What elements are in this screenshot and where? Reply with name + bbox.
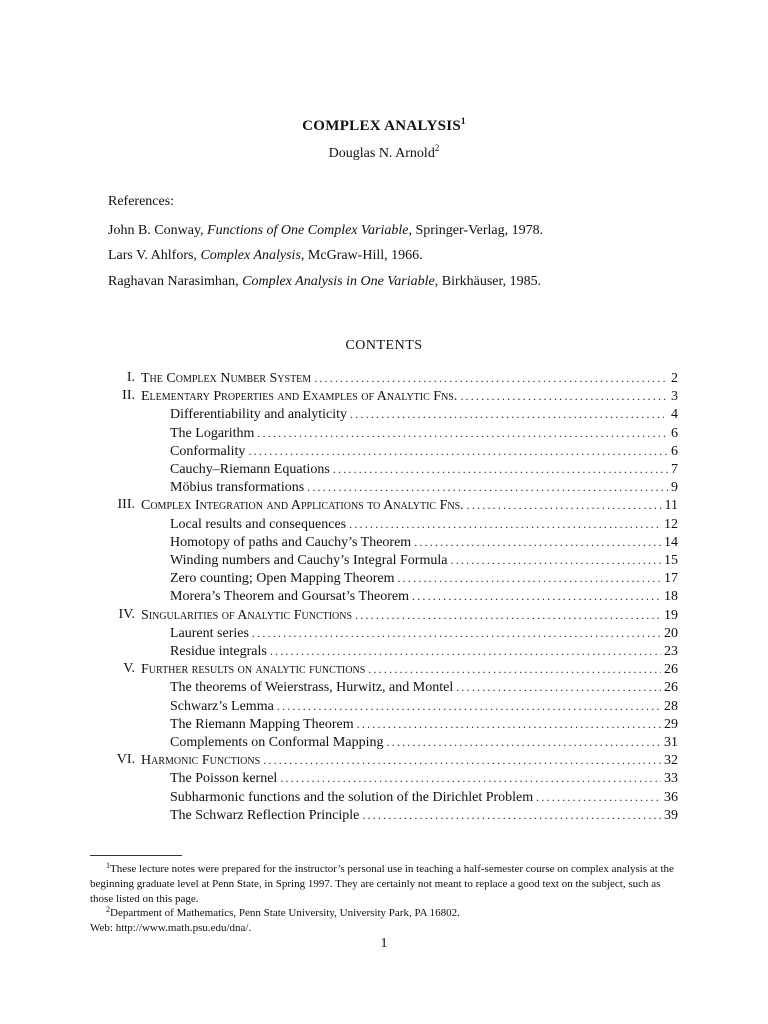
toc-entry-label: Homotopy of paths and Cauchy’s Theorem — [170, 535, 412, 550]
toc-entry-label: Laurent series — [170, 626, 249, 641]
dot-leader — [412, 587, 661, 605]
toc-entry-label: The Poisson kernel — [170, 771, 278, 786]
toc-section-entry — [170, 697, 678, 715]
toc-page-number: 20 — [664, 626, 678, 641]
page-number: 1 — [380, 936, 388, 951]
dot-leader — [460, 387, 668, 405]
dot-leader — [397, 569, 661, 587]
toc-section-entry — [170, 569, 678, 587]
toc-page-number: 28 — [664, 699, 678, 714]
toc-section-entry — [170, 642, 678, 660]
dot-leader — [270, 642, 661, 660]
toc-page-number: 29 — [664, 717, 678, 732]
toc-entry-label: Subharmonic functions and the solution of the Dirichlet Problem — [170, 790, 534, 805]
toc-entry-label: Residue integrals — [170, 644, 267, 659]
toc-page-number: 33 — [664, 771, 678, 786]
toc-page-number: 39 — [664, 808, 678, 823]
toc-section-entry — [170, 624, 678, 642]
toc-page-number: 18 — [664, 589, 678, 604]
toc-chapter-entry — [122, 387, 678, 405]
toc-entry-label: The theorems of Weierstrass, Hurwitz, and Montel — [170, 680, 454, 695]
toc-page-number: 32 — [664, 753, 678, 768]
document-title: COMPLEX ANALYSIS$^1$ — [302, 116, 466, 134]
toc-entry-label: The Schwarz Reflection Principle — [170, 808, 360, 823]
toc-page-number: 2 — [671, 371, 678, 386]
reference-item: Lars V. Ahlfors, Complex Analysis, McGraw-Hill, 1966. — [108, 248, 423, 263]
toc-page-number: 12 — [664, 517, 678, 532]
toc-section-entry — [170, 405, 678, 423]
toc-chapter-number: IV. — [118, 607, 135, 622]
reference-item: John B. Conway, Functions of One Complex Variable, Springer-Verlag, 1978. — [108, 223, 544, 238]
toc-entry-label: Winding numbers and Cauchy’s Integral Formula — [170, 553, 448, 568]
dot-leader — [263, 751, 661, 769]
toc-page-number: 11 — [664, 498, 678, 513]
dot-leader — [467, 496, 662, 514]
toc-entry-label: Conformality — [170, 444, 246, 459]
dot-leader — [368, 660, 661, 678]
toc-section-entry — [170, 460, 678, 478]
toc-entry-label: The Riemann Mapping Theorem — [170, 717, 354, 732]
toc-entry-label: Singularities of Analytic Functions — [141, 608, 353, 623]
toc-page-number: 23 — [664, 644, 678, 659]
dot-leader — [280, 769, 661, 787]
toc-section-entry — [170, 424, 678, 442]
toc-page-number: 4 — [671, 407, 678, 422]
toc-entry-label: Complements on Conformal Mapping — [170, 735, 384, 750]
dot-leader — [536, 788, 661, 806]
reference-item: Raghavan Narasimhan, Complex Analysis in One Variable, Birkhäuser, 1985. — [108, 274, 542, 289]
dot-leader — [307, 478, 668, 496]
toc-entry-label: The Logarithm — [170, 426, 255, 441]
toc-entry-label: Zero counting; Open Mapping Theorem — [170, 571, 395, 586]
toc-chapter-number: V. — [123, 661, 135, 676]
toc-chapter-entry — [118, 606, 678, 624]
toc-section-entry — [170, 769, 678, 787]
contents-heading: CONTENTS — [345, 338, 423, 353]
toc-page-number: 3 — [671, 389, 678, 404]
dot-leader — [456, 678, 661, 696]
toc-section-entry — [170, 478, 678, 496]
toc-page-number: 14 — [664, 535, 678, 550]
dot-leader — [349, 515, 661, 533]
toc-page-number: 9 — [671, 480, 678, 495]
toc-entry-label: The Complex Number System — [141, 371, 312, 386]
dot-leader — [333, 460, 668, 478]
toc-page-number: 6 — [671, 426, 678, 441]
dot-leader — [277, 697, 661, 715]
toc-chapter-number: I. — [126, 370, 135, 385]
toc-page-number: 17 — [664, 571, 678, 586]
footnote-2-web: Web: http://www.math.psu.edu/dna/. — [90, 922, 252, 934]
dot-leader — [252, 624, 661, 642]
toc-section-entry — [170, 788, 678, 806]
toc-entry-label: Further results on analytic functions — [141, 662, 366, 677]
dot-leader — [357, 715, 661, 733]
toc-entry-label: Differentiability and analyticity — [170, 407, 348, 422]
toc-entry-label: Schwarz’s Lemma — [170, 699, 274, 714]
dot-leader — [414, 533, 661, 551]
references-heading: References: — [108, 194, 175, 209]
toc-page-number: 7 — [671, 462, 678, 477]
dot-leader — [450, 551, 661, 569]
dot-leader — [314, 369, 668, 387]
toc-section-entry — [170, 551, 678, 569]
toc-section-entry — [170, 515, 678, 533]
toc-entry-label: Complex Integration and Applications to Analytic Fns. — [141, 498, 464, 513]
dot-leader — [355, 606, 661, 624]
toc-entry-label: Cauchy–Riemann Equations — [170, 462, 330, 477]
title-footnote-mark: 1 — [461, 116, 466, 126]
toc-section-entry — [170, 442, 678, 460]
toc-page-number: 36 — [664, 790, 678, 805]
toc-section-entry — [170, 733, 678, 751]
toc-chapter-entry — [126, 369, 678, 387]
toc-section-entry — [170, 587, 678, 605]
toc-section-entry — [170, 678, 678, 696]
toc-page-number: 31 — [664, 735, 678, 750]
toc-chapter-entry — [123, 660, 678, 678]
toc-page-number: 6 — [671, 444, 678, 459]
toc-section-entry — [170, 533, 678, 551]
toc-page-number: 19 — [664, 608, 678, 623]
author-footnote-mark: 2 — [434, 143, 440, 153]
toc-entry-label: Harmonic Functions — [141, 753, 261, 768]
footnote-1: $^1$These lecture notes were prepared for the instructor’s personal use in teaching a half-semester course on complex analysis at the beginning graduate level at Penn State, in Spring 1997. They are certainly not meant to replace a good text on the subject, such as those listed on this page. — [90, 861, 674, 905]
footnote-2: $^2$Department of Mathematics, Penn State University, University Park, PA 16802. — [106, 905, 460, 919]
dot-leader — [386, 733, 661, 751]
toc-chapter-number: II. — [122, 388, 135, 403]
toc-page-number: 26 — [664, 662, 678, 677]
dot-leader — [350, 405, 668, 423]
toc-chapter-entry — [116, 751, 678, 769]
footnote-rule — [90, 855, 182, 856]
toc-entry-label: Morera’s Theorem and Goursat’s Theorem — [170, 589, 409, 604]
toc-entry-label: Local results and consequences — [170, 517, 347, 532]
author-name: Douglas N. Arnold$^2$ — [328, 143, 440, 161]
toc-page-number: 15 — [664, 553, 678, 568]
dot-leader — [257, 424, 668, 442]
toc-entry-label: Elementary Properties and Examples of Analytic Fns. — [141, 389, 458, 404]
toc-section-entry — [170, 806, 678, 824]
toc-chapter-number: III. — [117, 497, 135, 512]
toc-page-number: 26 — [664, 680, 678, 695]
toc-chapter-number: VI. — [116, 752, 135, 767]
toc-section-entry — [170, 715, 678, 733]
toc-entry-label: Möbius transformations — [170, 480, 305, 495]
toc-chapter-entry — [117, 496, 678, 514]
dot-leader — [248, 442, 668, 460]
dot-leader — [362, 806, 661, 824]
